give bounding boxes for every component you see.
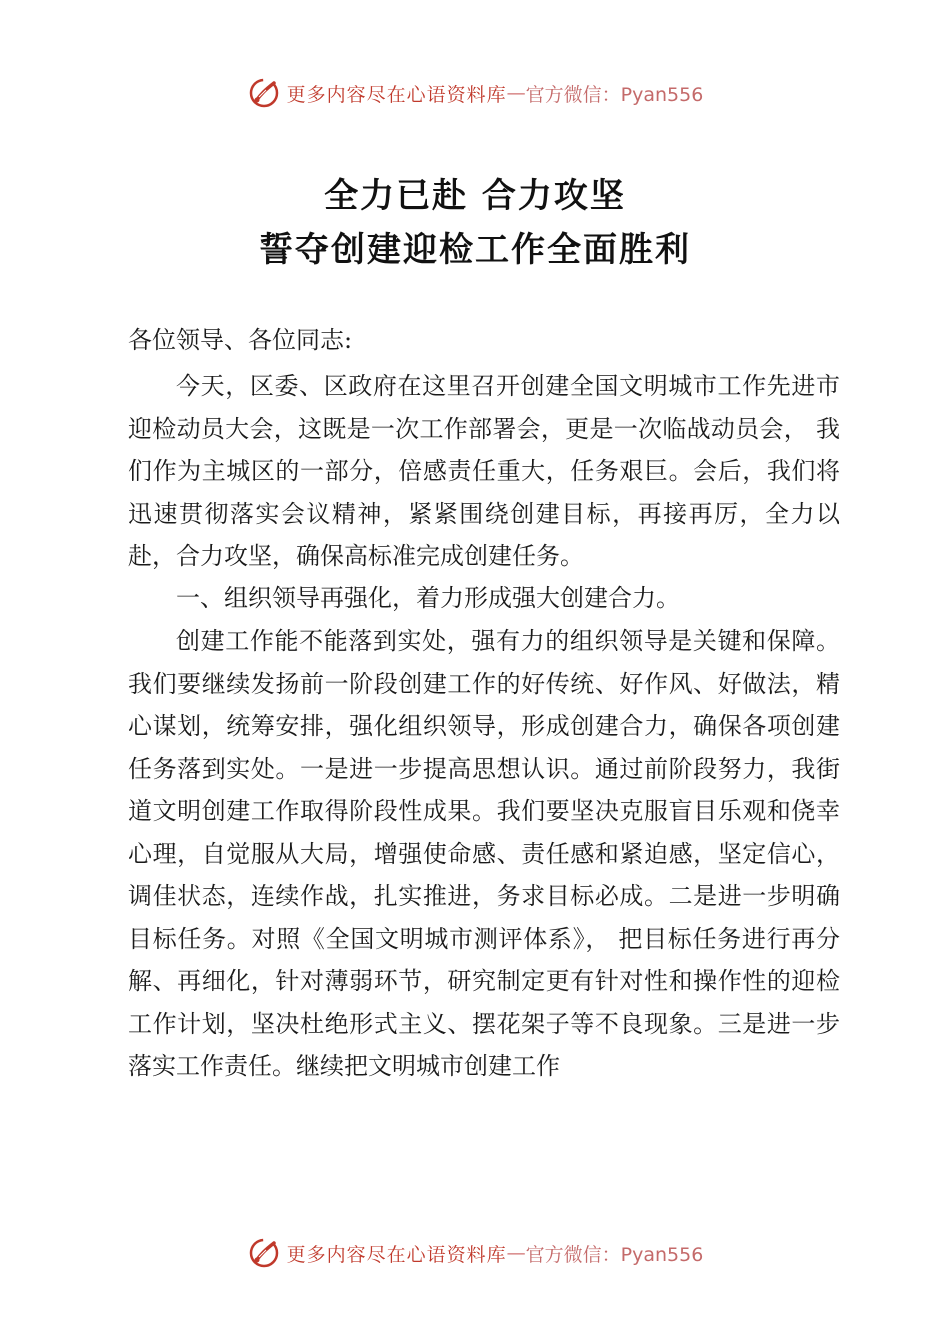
watermark-text: 更多内容尽在心语资料库 [286, 83, 507, 106]
watermark-separator: — [506, 1242, 526, 1264]
document-title-line1: 全力已赴 合力攻坚 [324, 176, 626, 216]
brush-seal-logo-icon [247, 76, 281, 110]
watermark-separator: — [506, 82, 526, 104]
watermark-contact: 官方微信：Pyan556 [525, 1243, 704, 1266]
salutation: 各位领导、各位同志: [128, 326, 353, 354]
watermark-footer [0, 1233, 950, 1273]
watermark-text: 更多内容尽在心语资料库 [286, 1243, 507, 1266]
section-heading: 一、组织领导再强化，着力形成强大创建合力。 [176, 584, 680, 612]
brush-seal-logo-icon [247, 1236, 281, 1270]
document-title-line2: 誓夺创建迎检工作全面胜利 [259, 230, 691, 270]
watermark-contact: 官方微信：Pyan556 [525, 83, 704, 106]
paragraph: 创建工作能不能落到实处，强有力的组织领导是关键和保障。我们要继续发扬前一阶段创建工作的好传统、好作风、好做法，精心谋划，统筹安排，强化组织领导，形成创建合力，确保各项创建任务落到实处。一是进一步提高思想认识。通过前阶段努力，我街道文明创建工作取得阶段性成果。我们要坚决克服盲目乐观和侥幸心理，自觉服从大局，增强使命感、责任感和紧迫感，坚定信心，调佳状态，连续作战，扎实推进，务求目标必成。二是进一步明确目标任务。对照《全国文明城市测评体系》， 把目标任务进行再分解、再细化，针对薄弱环节，研究制定更有针对性和操作性的迎检工作计划，坚决杜绝形式主义、摆花架子等不良现象。三是进一步落实工作责任。继续把文明城市创建工作 [128, 627, 840, 1080]
paragraph: 今天，区委、区政府在这里召开创建全国文明城市工作先进市迎检动员大会，这既是一次工作部署会，更是一次临战动员会， 我们作为主城区的一部分，倍感责任重大，任务艰巨。会后，我们将迅速贯彻落实会议精神，紧紧围绕创建目标，再接再厉，全力以赴，合力攻坚，确保高标准完成创建任务。 [128, 372, 840, 570]
watermark-header [0, 73, 950, 113]
